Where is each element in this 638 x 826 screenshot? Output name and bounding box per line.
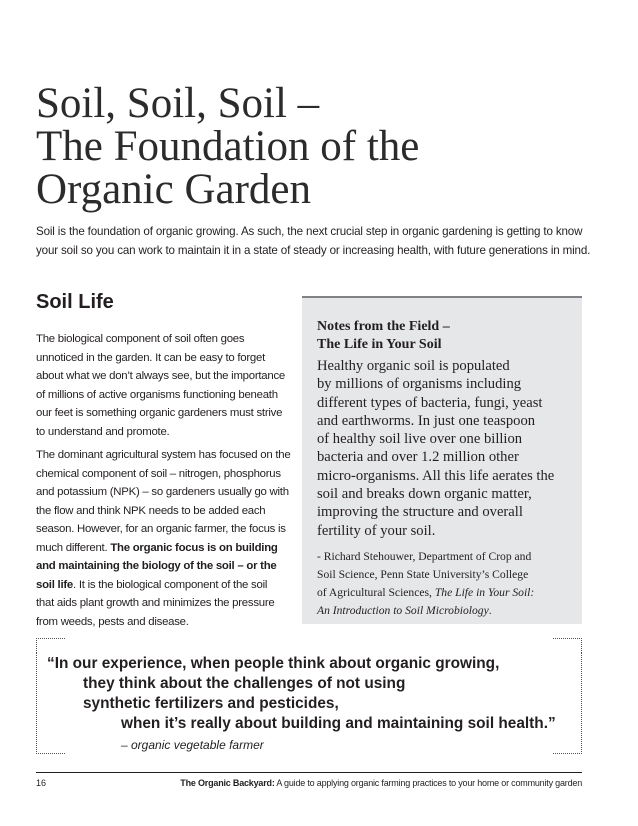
quote-frame-side [36, 652, 37, 740]
body-line: our feet is something organic gardeners must strive [36, 407, 283, 419]
quote-line: synthetic fertilizers and pesticides, [83, 695, 339, 712]
footer-divider [36, 772, 582, 773]
body-line [36, 557, 298, 576]
sidebar-title-line: Notes from the Field – [317, 319, 450, 334]
sidebar-line: fertility of your soil. [317, 522, 436, 539]
sidebar-title-line: The Life in Your Soil [317, 337, 442, 352]
quote-line: when it’s really about building and maintaining soil health.” [121, 715, 556, 732]
body-column [36, 330, 298, 631]
sidebar-title [317, 318, 574, 354]
sidebar-citation [317, 548, 574, 620]
section-heading: Soil Life [36, 291, 114, 313]
body-line: from weeds, pests and disease. [36, 615, 189, 628]
sidebar-line: different types of bacteria, fungi, yeast [317, 394, 543, 411]
body-line [36, 539, 298, 558]
emphasis-text: soil life [36, 578, 73, 591]
body-line: unnoticed in the garden. It can be easy to forget [36, 351, 266, 364]
quote-frame-corner [553, 739, 582, 754]
body-line: to understand and promote. [36, 425, 170, 438]
body-line: the flow and think NPK needs to be added each [36, 504, 266, 517]
body-line: about what we don’t always see, but the importance [36, 370, 286, 382]
quote-line: they think about the challenges of not using [83, 675, 406, 692]
sidebar-line: bacteria and over 1.2 million other [317, 449, 519, 466]
sidebar-line: and earthworms. In just one teaspoon [317, 412, 536, 429]
running-footer [180, 777, 582, 789]
notes-sidebar [302, 296, 582, 624]
page-number: 16 [36, 778, 47, 788]
body-line: chemical component of soil – nitrogen, phosphorus [36, 467, 281, 480]
sidebar-line: micro-organisms. All this life aerates the [317, 467, 555, 484]
body-line: The dominant agricultural system has focused on the [36, 449, 291, 461]
sidebar-body [317, 357, 574, 540]
intro-paragraph: Soil is the foundation of organic growing. As such, the next crucial step in organic gardening is getting to know your soil so you can work to maintain it in a state of steady or increasing health, with future generations in mind. [36, 225, 591, 257]
title-line: The Foundation of the [36, 123, 420, 170]
body-text: much different. [36, 541, 111, 554]
body-line: and potassium (NPK) – so gardeners usually go with [36, 486, 289, 498]
quote-line: “In our experience, when people think about organic growing, [47, 655, 500, 672]
quote-frame-corner [553, 638, 582, 653]
body-line: that aids plant growth and minimizes the pressure [36, 597, 275, 609]
citation-text: of Agricultural Sciences, [317, 585, 435, 599]
footer-subtitle: A guide to applying organic farming practices to your home or community garden [274, 778, 582, 788]
quote-frame-side [581, 652, 582, 740]
sidebar-line: soil and breaks down organic matter, [317, 486, 532, 503]
citation-text: . [488, 603, 492, 617]
body-text: . It is the biological component of the soil [73, 578, 268, 591]
body-line: The biological component of soil often goes [36, 333, 245, 345]
body-line [36, 576, 298, 595]
sidebar-line: improving the structure and overall [317, 504, 523, 521]
citation-line [317, 584, 574, 602]
sidebar-line: Healthy organic soil is populated [317, 358, 510, 374]
title-line: Organic Garden [36, 166, 312, 213]
emphasis-text: The organic focus is on building [110, 541, 278, 554]
pull-quote [36, 638, 582, 754]
citation-line: - Richard Stehouwer, Department of Crop and [317, 549, 532, 563]
title-line: Soil, Soil, Soil – [36, 80, 320, 127]
page-title [36, 82, 596, 211]
body-line: season. However, for an organic farmer, the focus is [36, 523, 286, 535]
footer-book-title: The Organic Backyard: [180, 778, 275, 788]
body-line: of millions of active organisms functioning beneath [36, 388, 278, 401]
sidebar-line: by millions of organisms including [317, 376, 522, 393]
quote-frame-corner [36, 638, 65, 653]
sidebar-line: of healthy soil live over one billion [317, 431, 523, 448]
citation-line [317, 602, 574, 620]
citation-title: The Life in Your Soil: [434, 585, 535, 599]
quote-frame-corner [36, 739, 65, 754]
citation-title: An Introduction to Soil Microbiology [317, 603, 489, 617]
citation-line: Soil Science, Penn State University’s College [317, 567, 529, 581]
emphasis-text: and maintaining the biology of the soil – or the [36, 560, 277, 572]
quote-attribution: – organic vegetable farmer [121, 738, 264, 752]
